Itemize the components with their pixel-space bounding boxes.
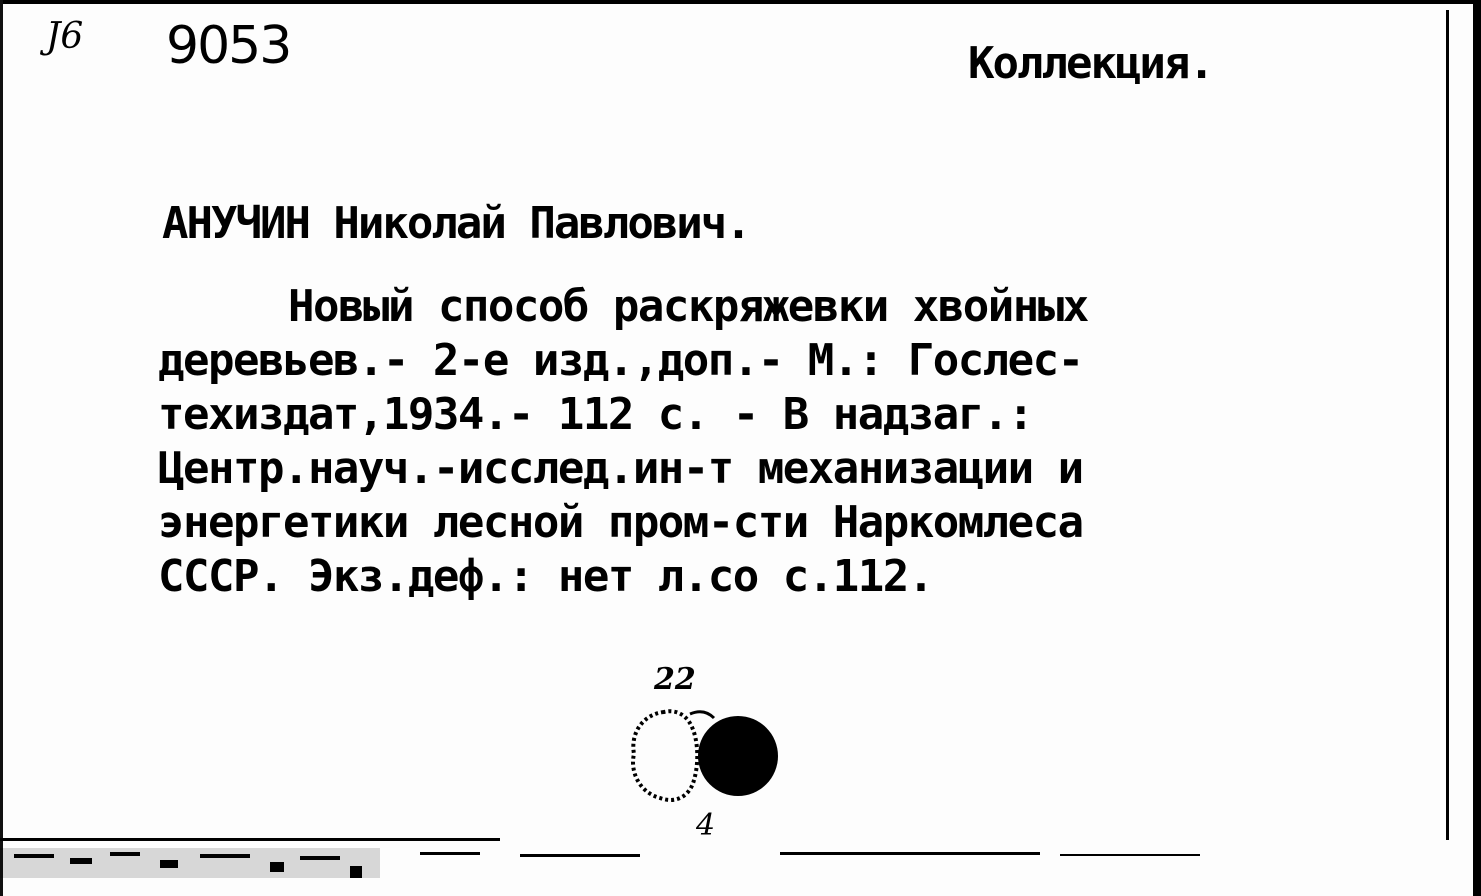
punch-hole: [624, 700, 784, 810]
card-number: 9053: [166, 16, 291, 76]
description-line: энергетики лесной пром-сти Наркомлеса: [158, 497, 1083, 548]
description-line: СССР. Экз.деф.: нет л.со с.112.: [158, 551, 933, 602]
scan-noise-strip: [0, 836, 1230, 896]
card-right-edge: [1473, 0, 1481, 896]
description-line: техиздат,1934.- 112 с. - В надзаг.:: [158, 389, 1033, 440]
description-line: Новый способ раскряжевки хвойных: [288, 281, 1088, 332]
card-prefix-mark: Ј6: [46, 16, 84, 57]
bibliographic-description: [158, 280, 1338, 604]
handwritten-mark-bottom: 4: [696, 808, 716, 843]
handwritten-mark-top: 22: [654, 662, 696, 697]
card-left-edge: [0, 0, 3, 896]
card-top-edge: [0, 0, 1481, 4]
card-right-rule: [1446, 10, 1449, 840]
collection-label: Коллекция.: [968, 38, 1213, 89]
description-line: деревьев.- 2-е изд.,доп.- М.: Гослес-: [158, 335, 1083, 386]
description-line: Центр.науч.-исслед.ин-т механизации и: [158, 443, 1083, 494]
author-heading: АНУЧИН Николай Павлович.: [162, 198, 750, 249]
